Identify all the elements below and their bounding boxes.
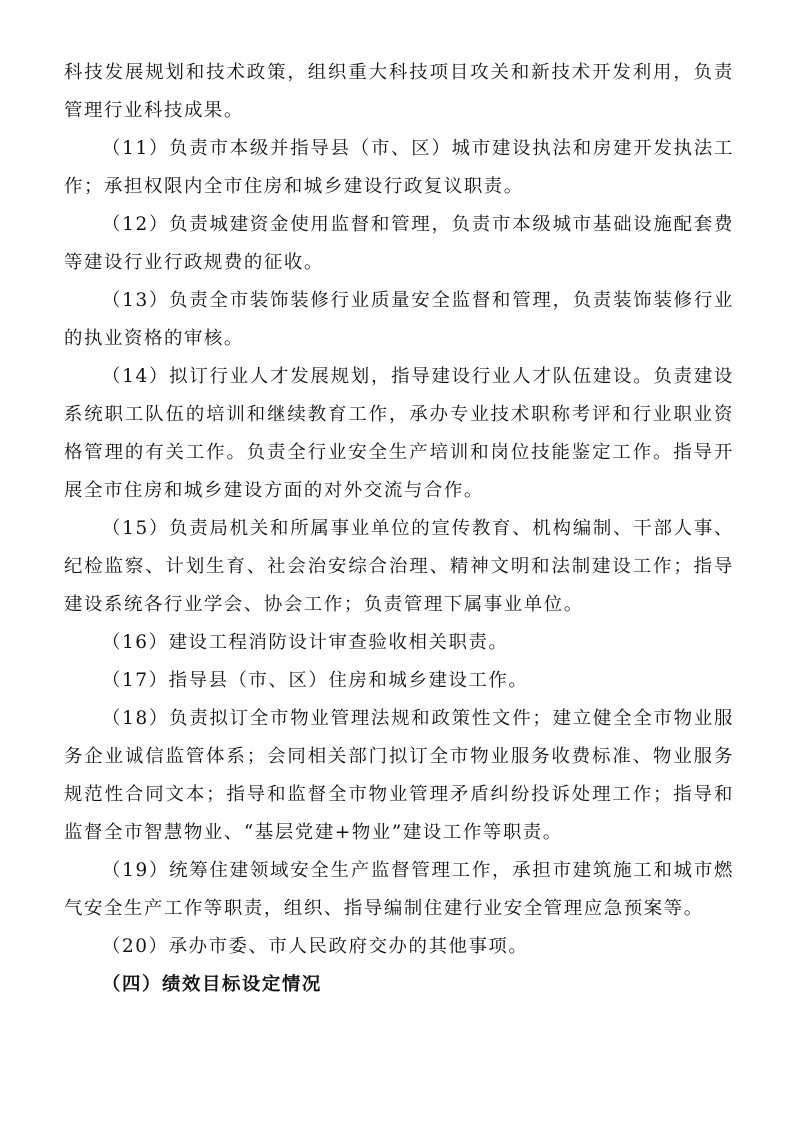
paragraph-item-13: （13）负责全市装饰装修行业质量安全监督和管理，负责装饰装修行业的执业资格的审核。	[64, 290, 734, 349]
paragraph-item-16: （16）建设工程消防设计审查验收相关职责。	[102, 632, 509, 653]
section-heading: （四）绩效目标设定情况	[102, 974, 322, 995]
paragraph-item-18: （18）负责拟订全市物业管理法规和政策性文件；建立健全全市物业服务企业诚信监管体系；会同相关部门拟订全市物业服务收费标准、物业服务规范性合同文本；指导和监督全市物业管理矛盾纠纷投诉处理工作；指导和监督全市智慧物业、“基层党建+物业”建设工作等职责。	[64, 708, 734, 843]
paragraph-item-12: （12）负责城建资金使用监督和管理，负责市本级城市基础设施配套费等建设行业行政规费的征收。	[64, 214, 734, 273]
paragraph-item-17: （17）指导县（市、区）住房和城乡建设工作。	[102, 670, 529, 691]
paragraph-item-14: （14）拟订行业人才发展规划，指导建设行业人才队伍建设。负责建设系统职工队伍的培训和继续教育工作，承办专业技术职称考评和行业职业资格管理的有关工作。负责全行业安全生产培训和岗位技能鉴定工作。指导开展全市住房和城乡建设方面的对外交流与合作。	[64, 366, 734, 501]
document-body	[64, 54, 734, 1004]
paragraph-item-19: （19）统筹住建领域安全生产监督管理工作，承担市建筑施工和城市燃气安全生产工作等职责，组织、指导编制住建行业安全管理应急预案等。	[64, 860, 734, 919]
paragraph-item-20: （20）承办市委、市人民政府交办的其他事项。	[102, 936, 529, 957]
paragraph-continuation: 科技发展规划和技术政策，组织重大科技项目攻关和新技术开发利用，负责管理行业科技成果。	[64, 62, 734, 121]
paragraph-item-15: （15）负责局机关和所属事业单位的宣传教育、机构编制、干部人事、纪检监察、计划生育、社会治安综合治理、精神文明和法制建设工作；指导建设系统各行业学会、协会工作；负责管理下属事业单位。	[64, 518, 734, 615]
paragraph-item-11: （11）负责市本级并指导县（市、区）城市建设执法和房建开发执法工作；承担权限内全市住房和城乡建设行政复议职责。	[64, 138, 734, 197]
